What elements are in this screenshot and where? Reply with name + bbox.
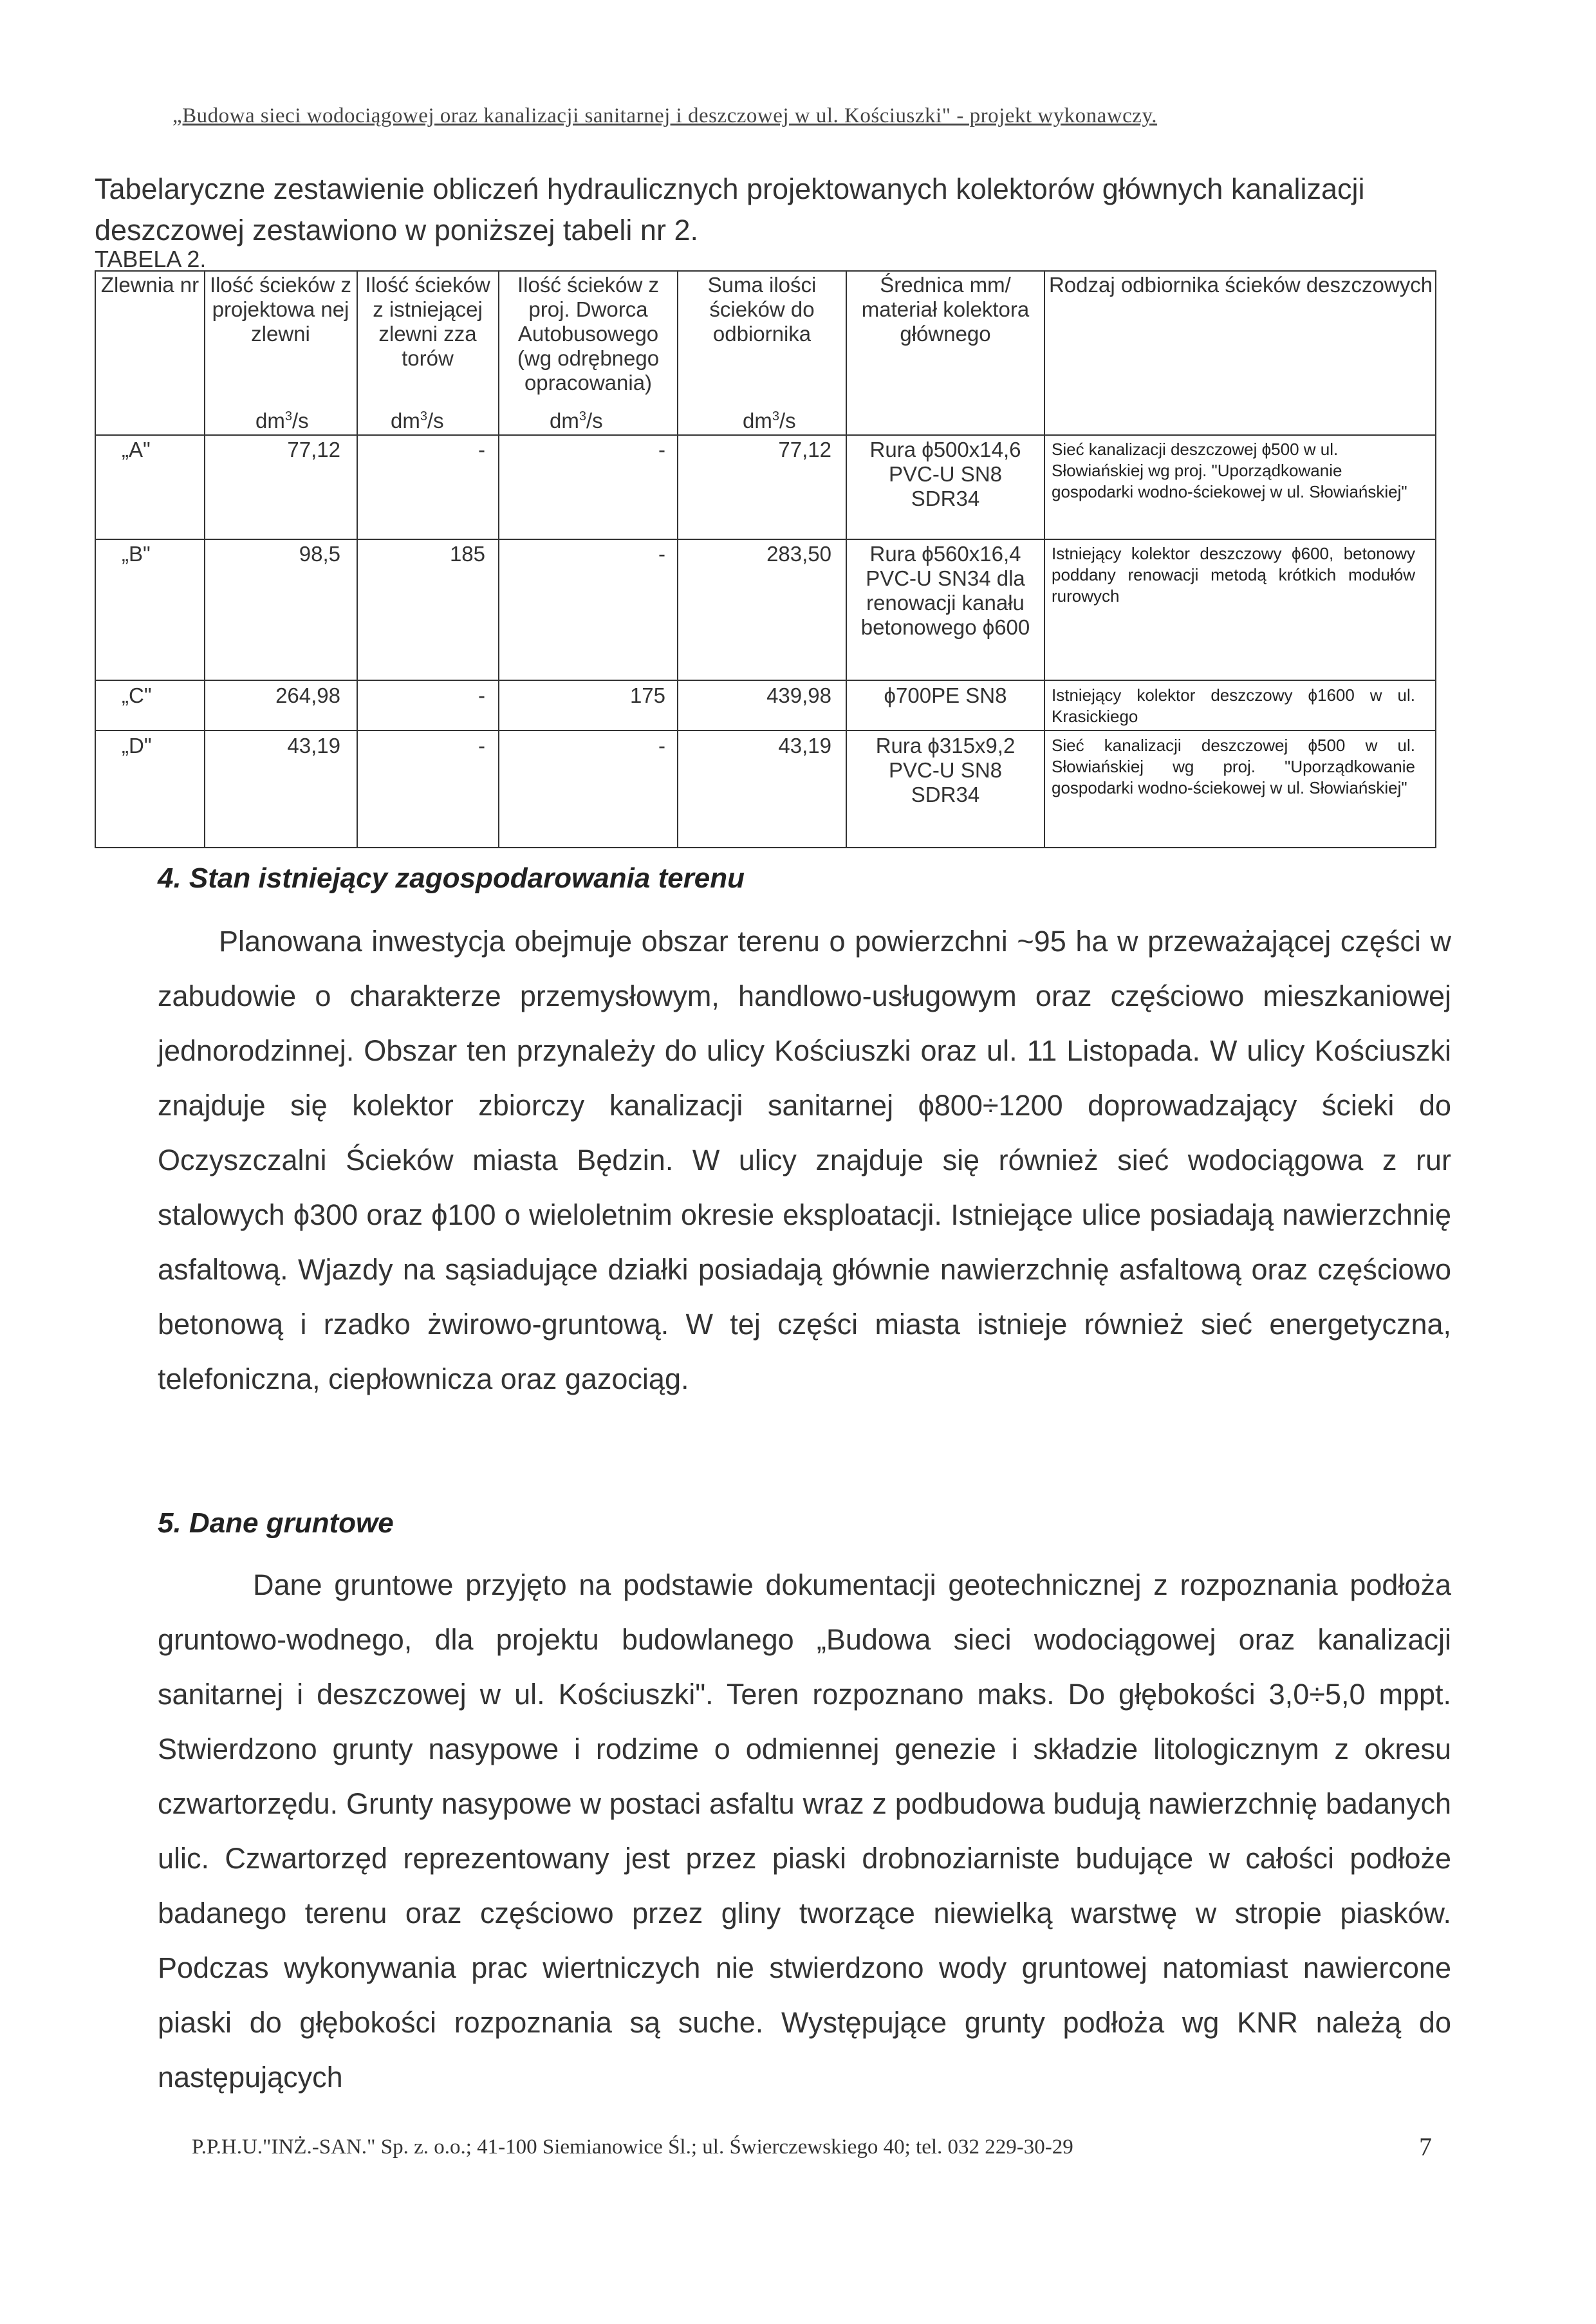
- col-header-diameter: Średnica mm/ materiał kolektora głównego: [861, 273, 1030, 346]
- table-divider: [96, 680, 1435, 681]
- cell-existing-flow: -: [478, 438, 485, 461]
- page-number: 7: [1419, 2132, 1432, 2161]
- table-divider: [96, 539, 1435, 540]
- cell-total-flow: 439,98: [766, 683, 831, 707]
- unit-label: $dm^3/s$: [255, 409, 309, 432]
- table-divider: [1044, 272, 1045, 847]
- cell-total-flow: 77,12: [778, 438, 831, 461]
- cell-receiver: Istniejący kolektor deszczowy ϕ1600 w ul. Krasickiego: [1052, 685, 1415, 726]
- footer-company: P.P.H.U."INŻ.-SAN." Sp. z. o.o.; 41-100 Siemianowice Śl.; ul. Świerczewskiego 40; tel. 032 229-30-29: [192, 2135, 1073, 2159]
- cell-zlewnia: „B": [122, 542, 151, 566]
- unit-label: $dm^3/s$: [391, 409, 444, 432]
- cell-projected-flow: 43,19: [287, 734, 340, 758]
- section-paragraph: [158, 1557, 1451, 2105]
- cell-bus-station-flow: 175: [629, 683, 665, 707]
- table-divider: [846, 272, 847, 847]
- cell-total-flow: 283,50: [766, 542, 831, 566]
- cell-diameter: Rura ϕ315x9,2 PVC-U SN8 SDR34: [875, 734, 1016, 806]
- table-divider: [204, 272, 205, 847]
- table-label: TABELA 2.: [95, 246, 207, 272]
- section-paragraph: [158, 914, 1451, 1406]
- cell-projected-flow: 264,98: [275, 683, 340, 707]
- cell-bus-station-flow: -: [658, 542, 665, 566]
- col-header-bus-station-flow: Ilość ścieków z proj. Dworca Autobusowego (wg odrębnego opracowania): [517, 273, 660, 395]
- running-header: „Budowa sieci wodociągowej oraz kanalizacji sanitarnej i deszczowej w ul. Kościuszki" - projekt wykonawczy.: [172, 104, 1158, 127]
- table-divider: [357, 272, 358, 847]
- table-divider: [96, 730, 1435, 731]
- cell-existing-flow: -: [478, 683, 485, 707]
- hydraulic-table: [95, 270, 1436, 848]
- cell-receiver: Sieć kanalizacji deszczowej ϕ500 w ul. Słowiańskiej wg proj. "Uporządkowanie gospodarki wodno-ściekowej w ul. Słowiańskiej": [1052, 440, 1407, 501]
- col-header-zlewnia: Zlewnia nr: [100, 273, 200, 297]
- cell-diameter: Rura ϕ500x14,6 PVC-U SN8 SDR34: [869, 438, 1021, 510]
- col-header-existing-flow: Ilość ścieków z istniejącej zlewni zza torów: [365, 273, 490, 370]
- cell-bus-station-flow: -: [658, 438, 665, 461]
- paragraph-text: Planowana inwestycja obejmuje obszar terenu o powierzchni ~95 ha w przeważającej części w zabudowie o charakterze przemysłowym, handlowo-usługowym oraz częściowo mieszkaniowej jednorodzinnej. Obszar ten przynależy do ulicy Kościuszki oraz ul. 11 Listopada. W ulicy Kościuszki znajduje się kolektor zbiorczy kanalizacji sanitarnej ϕ800÷1200 doprowadzający ścieki do Oczyszczalni Ścieków miasta Będzin. W ulicy znajduje się również sieć wodociągowa z rur stalowych ϕ300 oraz ϕ100 o wieloletnim okresie eksploatacji. Istniejące ulice posiadają nawierzchnię asfaltową. Wjazdy na sąsiadujące działki posiadają głównie nawierzchnię asfaltową oraz częściowo betonową i rzadko żwirowo-gruntową. W tej części miasta istnieje również sieć energetyczna, telefoniczna, ciepłownicza oraz gazociąg.: [158, 925, 1451, 1395]
- cell-projected-flow: 77,12: [287, 438, 340, 461]
- col-header-projected-flow: Ilość ścieków z projektowa nej zlewni: [209, 273, 352, 346]
- table-divider: [498, 272, 499, 847]
- col-header-total-flow: Suma ilości ścieków do odbiornika: [707, 273, 817, 346]
- table-divider: [96, 434, 1435, 436]
- unit-label: $dm^3/s$: [743, 409, 796, 432]
- paragraph-text: Dane gruntowe przyjęto na podstawie dokumentacji geotechnicznej z rozpoznania podłoża gruntowo-wodnego, dla projektu budowlanego „Budowa sieci wodociągowej oraz kanalizacji sanitarnej i deszczowej w ul. Kościuszki". Teren rozpoznano maks. Do głębokości 3,0÷5,0 mppt. Stwierdzono grunty nasypowe i rodzime o odmiennej genezie i składzie litologicznym z okresu czwartorzędu. Grunty nasypowe w postaci asfaltu wraz z podbudowa budują nawierzchnię badanych ulic. Czwartorzęd reprezentowany jest przez piaski drobnoziarniste budujące w całości podłoże badanego terenu oraz częściowo przez gliny tworzące niewielką warstwę w stropie piasków. Podczas wykonywania prac wiertniczych nie stwierdzono wody gruntowej natomiast nawiercone piaski do głębokości rozpoznania są suche. Występujące grunty podłoża wg KNR należą do następujących: [158, 1568, 1451, 2094]
- cell-existing-flow: 185: [449, 542, 485, 566]
- section-heading: 4. Stan istniejący zagospodarowania terenu: [158, 862, 745, 894]
- cell-receiver: Istniejący kolektor deszczowy ϕ600, betonowy poddany renowacji metodą krótkich modułów rurowych: [1052, 544, 1415, 606]
- unit-label: $dm^3/s$: [550, 409, 603, 432]
- section-heading: 5. Dane gruntowe: [158, 1507, 394, 1539]
- cell-diameter: ϕ700PE SN8: [884, 683, 1007, 707]
- cell-total-flow: 43,19: [778, 734, 831, 758]
- cell-projected-flow: 98,5: [299, 542, 340, 566]
- cell-receiver: Sieć kanalizacji deszczowej ϕ500 w ul. Słowiańskiej wg proj. "Uporządkowanie gospodarki wodno-ściekowej w ul. Słowiańskiej": [1052, 736, 1415, 797]
- cell-existing-flow: -: [478, 734, 485, 758]
- cell-zlewnia: „A": [122, 438, 151, 461]
- table-divider: [677, 272, 678, 847]
- cell-bus-station-flow: -: [658, 734, 665, 758]
- cell-zlewnia: „C": [122, 683, 152, 707]
- cell-zlewnia: „D": [122, 734, 152, 758]
- intro-paragraph: Tabelaryczne zestawienie obliczeń hydraulicznych projektowanych kolektorów głównych kanalizacji deszczowej zestawiono w poniższej tabeli nr 2.: [95, 172, 1365, 246]
- col-header-receiver: Rodzaj odbiornika ścieków deszczowych: [1048, 273, 1433, 297]
- cell-diameter: Rura ϕ560x16,4 PVC-U SN34 dla renowacji kanału betonowego ϕ600: [860, 542, 1030, 639]
